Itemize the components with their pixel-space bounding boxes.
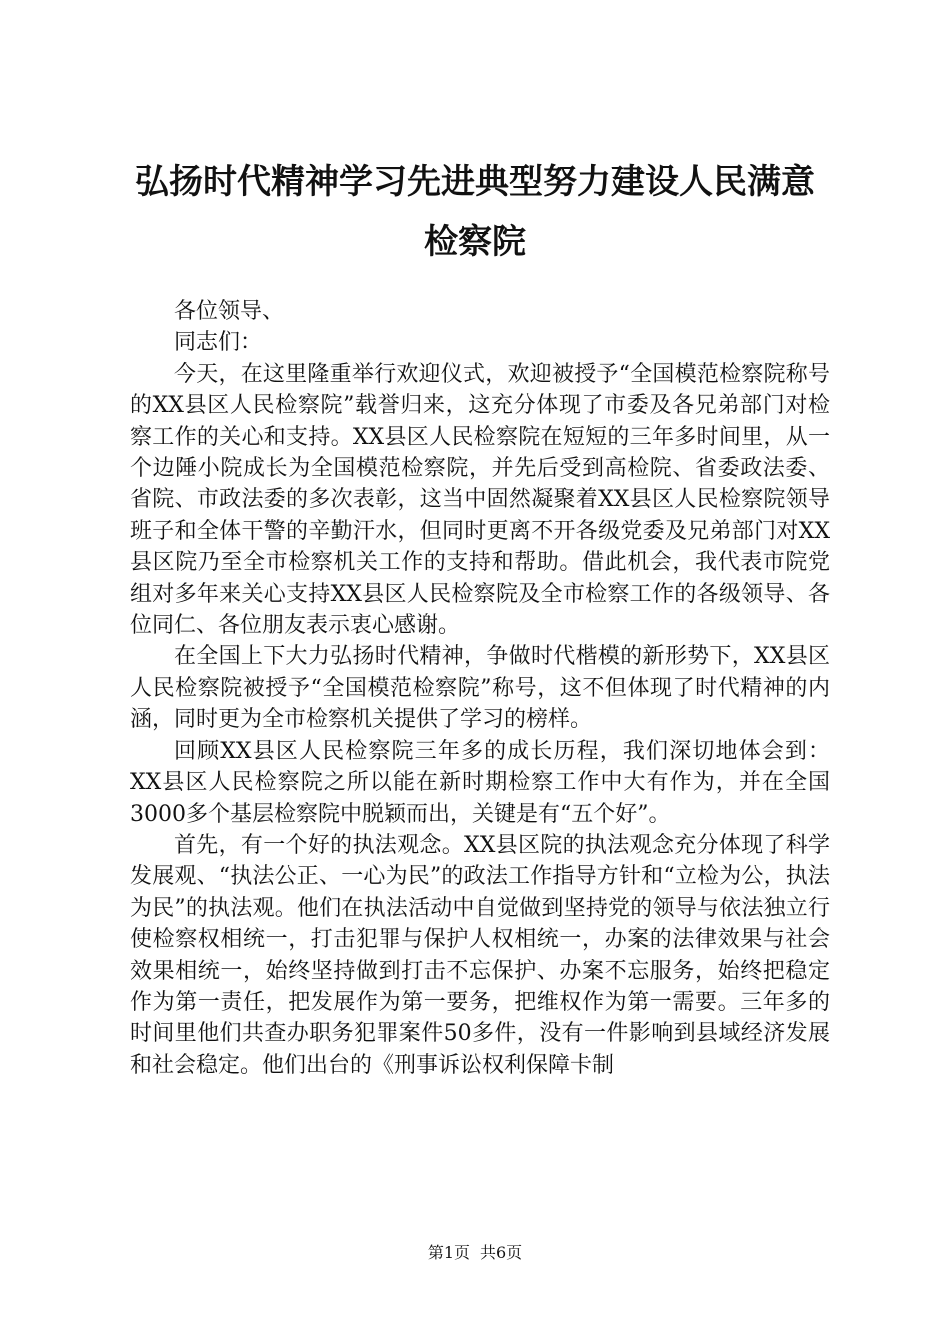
document-title-line1: 弘扬时代精神学习先进典型努力建设人民满意 xyxy=(135,162,815,202)
page-number: 第1页 xyxy=(427,1243,470,1262)
paragraph: 回顾XX县区人民检察院三年多的成长历程，我们深切地体会到：XX县区人民检察院之所以能在新时期检察工作中大有作为，并在全国3000多个基层检察院中脱颖而出，关键是有“五个好”。 xyxy=(130,738,830,827)
paragraph: 今天，在这里隆重举行欢迎仪式，欢迎被授予“全国模范检察院称号的XX县区人民检察院”载誉归来，这充分体现了市委及各兄弟部门对检察工作的关心和支持。XX县区人民检察院在短短的三年多时间里，从一个边陲小院成长为全国模范检察院，并先后受到高检院、省委政法委、省院、市政法委的多次表彰，这当中固然凝聚着XX县区人民检察院领导班子和全体干警的辛勤汗水，但同时更离不开各级党委及兄弟部门对XX县区院乃至全市检察机关工作的支持和帮助。借此机会，我代表市院党组对多年来关心支持XX县区人民检察院及全市检察工作的各级领导、各位同仁、各位朋友表示衷心感谢。 xyxy=(130,361,830,639)
salutation-line-2: 同志们： xyxy=(174,330,263,356)
paragraph: 在全国上下大力弘扬时代精神，争做时代楷模的新形势下，XX县区人民检察院被授予“全国模范检察院”称号，这不但体现了时代精神的内涵，同时更为全市检察机关提供了学习的榜样。 xyxy=(130,644,830,733)
document-body xyxy=(130,296,830,1081)
page-total: 共6页 xyxy=(480,1243,523,1262)
paragraph: 首先，有一个好的执法观念。XX县区院的执法观念充分体现了科学发展观、“执法公正、一心为民”的政法工作指导方针和“立检为公，执法为民”的执法观。他们在执法活动中自觉做到坚持党的领导与依法独立行使检察权相统一，打击犯罪与保护人权相统一，办案的法律效果与社会效果相统一，始终坚持做到打击不忘保护、办案不忘服务，始终把稳定作为第一责任，把发展作为第一要务，把维权作为第一需要。三年多的时间里他们共查办职务犯罪案件50多件，没有一件影响到县域经济发展和社会稳定。他们出台的《刑事诉讼权利保障卡制 xyxy=(130,832,830,1078)
page-footer xyxy=(0,1242,950,1264)
salutation-line-1: 各位领导、 xyxy=(174,299,285,324)
document-title-line2: 检察院 xyxy=(424,222,526,262)
